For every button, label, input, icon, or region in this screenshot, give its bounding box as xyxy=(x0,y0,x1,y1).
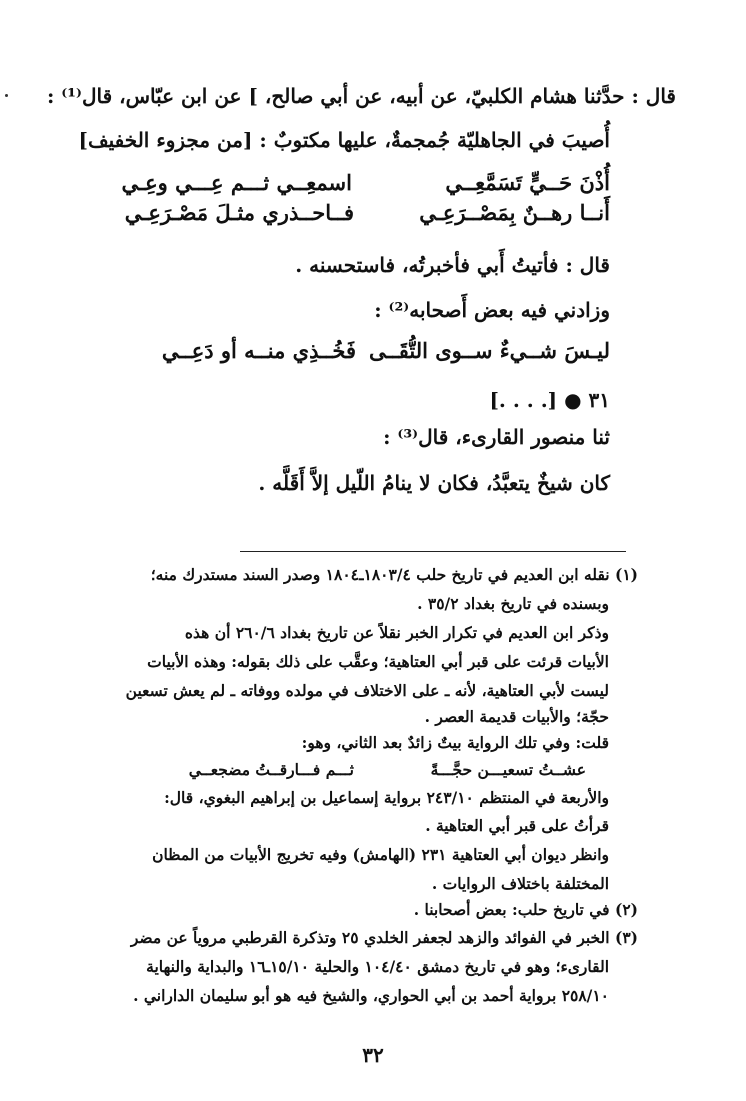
footnote-1-line-7: قلت: وفي تلك الرواية بيتٌ زائدٌ بعد الثاني، وهو: xyxy=(301,733,609,752)
verse-2-second-hemistich: فــاحــذري مثـلَ مَصْـرَعِـي xyxy=(124,200,354,225)
footnote-1-line-11: المختلفة باختلاف الروايات . xyxy=(431,874,609,893)
footnote-1-line-2: وبسنده في تاريخ بغداد ٣٥/٢ . xyxy=(417,594,609,613)
entry-number: ٣١ ● [. . . .] xyxy=(489,388,610,412)
text-line-2: أُصيبَ في الجاهليّة جُمجمةٌ، عليها مكتوبٌ : [من مجزوء الخفيف] xyxy=(78,128,610,152)
margin-mark xyxy=(5,94,8,97)
verse-2-first-hemistich: أَنــا رهــنٌ بِمَصْــرَعِـي xyxy=(419,200,610,225)
page-number: ٣٢ xyxy=(362,1043,384,1067)
footnote-2: (٢) في تاريخ حلب: بعض أصحابنا . xyxy=(413,900,638,919)
text-line-1: قال : حدَّثنا هشام الكلبيّ، عن أبيه، عن أبي صالح، ] عن ابن عبّاس، قال⁽¹⁾ : xyxy=(46,84,676,108)
footnote-1-line-1: (١) نقله ابن العديم في تاريخ حلب ١٨٠٣/٤ـ١٨٠٤ وصدر السند مستدرك منه؛ xyxy=(150,565,638,584)
footnote-1-line-10: وانظر ديوان أبي العتاهية ٢٣١ (الهامش) وفيه تخريج الأبيات من المظان xyxy=(152,845,609,864)
verse-3-second-hemistich: فَخُــذِي منــه أو دَعِــي xyxy=(161,338,356,363)
footnote-verse-first-hemistich: عشــتُ تسعيـــن حجَّـــةً xyxy=(430,760,586,779)
text-line-7: كان شيخٌ يتعبَّدُ، فكان لا ينامُ اللّيل إلاَّ أَقَلَّه . xyxy=(258,471,610,495)
footnote-3-line-2: القارىء؛ وهو في تاريخ دمشق ١٠٤/٤٠ والحلية ١٥/١٠ـ١٦ والبداية والنهاية xyxy=(146,957,609,976)
footnote-1-line-8: والأربعة في المنتظم ٢٤٣/١٠ برواية إسماعيل بن إبراهيم البغوي، قال: xyxy=(164,788,609,807)
verse-3-first-hemistich: ليـسَ شــيءٌ ســوى التُّقَــى xyxy=(368,338,610,363)
text-line-4: وزادني فيه بعض أَصحابه⁽²⁾ : xyxy=(374,298,610,322)
verse-1-first-hemistich: أُذْنَ حَــيٍّ تَسَمَّعِــي xyxy=(445,170,610,195)
footnote-separator xyxy=(240,551,626,552)
footnote-1-line-6: حجّة؛ والأبيات قديمة العصر . xyxy=(424,707,609,726)
footnote-1-line-4: الأبيات قرئت على قبر أبي العتاهية؛ وعقَّب على ذلك بقوله: وهذه الأبيات xyxy=(147,652,609,671)
footnote-3-line-3: ٢٥٨/١٠ برواية أحمد بن أبي الحواري، والشيخ فيه هو أبو سليمان الداراني . xyxy=(133,986,609,1005)
footnote-1-line-3: وذكر ابن العديم في تكرار الخبر نقلاً عن تاريخ بغداد ٢٦٠/٦ أن هذه xyxy=(184,623,609,642)
footnote-3-line-1: (٣) الخبر في الفوائد والزهد لجعفر الخلدي ٢٥ وتذكرة القرطبي مروياً عن مضر xyxy=(130,928,638,947)
footnote-1-line-9: قرأتُ على قبر أبي العتاهية . xyxy=(425,816,609,835)
verse-1-second-hemistich: اسمعِــي ثـــم عِـــي وعِـي xyxy=(121,170,352,195)
footnote-1-line-5: ليست لأبي العتاهية، لأنه ـ على الاختلاف في مولده ووفاته ـ لم يعش تسعين xyxy=(125,681,609,700)
text-line-6: ثنا منصور القارىء، قال⁽³⁾ : xyxy=(383,425,610,449)
text-line-3: قال : فأتيتُ أَبي فأخبرتُه، فاستحسنه . xyxy=(295,253,610,277)
footnote-verse-second-hemistich: ثـــم فـــارقــتُ مضجعــي xyxy=(188,760,354,779)
